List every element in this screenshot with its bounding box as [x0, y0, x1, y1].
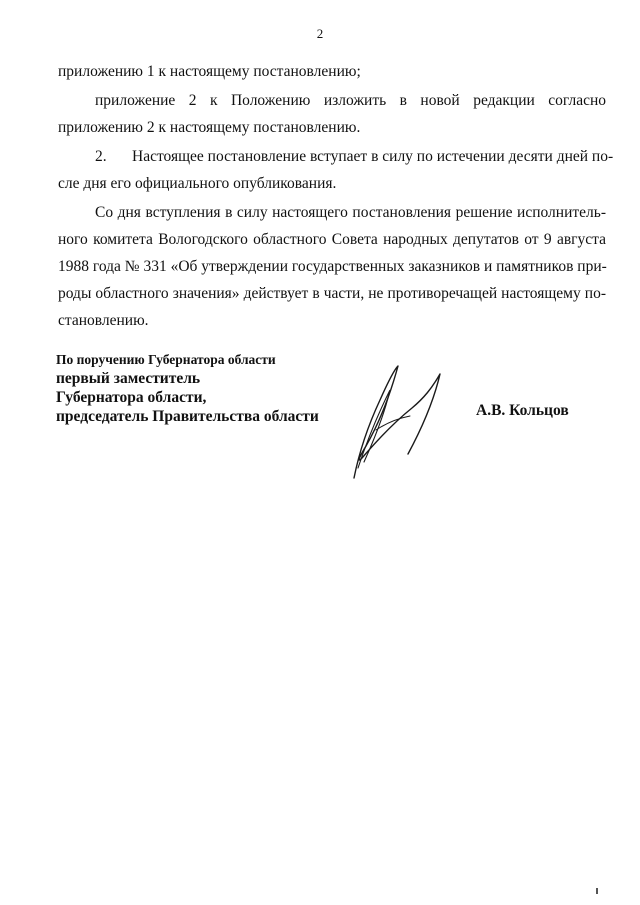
paragraph-3-line-1 — [58, 143, 614, 170]
page-number: 2 — [316, 26, 324, 41]
scan-edge-mark — [596, 888, 598, 894]
signatory-position-line-2: Губернатора области, — [56, 389, 207, 406]
signatory-name: А.В. Кольцов — [476, 402, 569, 419]
paragraph-2-line-2: приложению 2 к настоящему постановлению. — [58, 119, 361, 136]
paragraph-4-line-2: ного комитета Вологодского областного Совета народных депутатов от 9 августа — [58, 231, 606, 248]
signatory-mandate: По поручению Губернатора области — [56, 352, 276, 367]
paragraph-4-line-4: роды областного значения» действует в части, не противоречащей настоящему по- — [58, 285, 606, 302]
paragraph-3-number: 2. — [95, 148, 107, 165]
signatory-position-line-1: первый заместитель — [56, 370, 201, 387]
handwritten-signature — [336, 360, 456, 485]
paragraph-3-line-2: сле дня его официального опубликования. — [58, 175, 337, 192]
paragraph-1-line: приложению 1 к настоящему постановлению; — [58, 63, 361, 80]
document-body — [58, 58, 614, 334]
paragraph-4-line-1: Со дня вступления в силу настоящего постановления решение исполнитель- — [95, 204, 606, 221]
signatory-title-block — [56, 350, 319, 426]
signatory-position-line-3: председатель Правительства области — [56, 408, 319, 425]
paragraph-2-line-1: приложение 2 к Положению изложить в новой редакции согласно — [95, 92, 606, 109]
paragraph-4-line-5: становлению. — [58, 312, 149, 329]
paragraph-3-text: Настоящее постановление вступает в силу по истечении десяти дней по- — [132, 148, 614, 165]
paragraph-4-line-3: 1988 года № 331 «Об утверждении государственных заказников и памятников при- — [58, 258, 607, 275]
